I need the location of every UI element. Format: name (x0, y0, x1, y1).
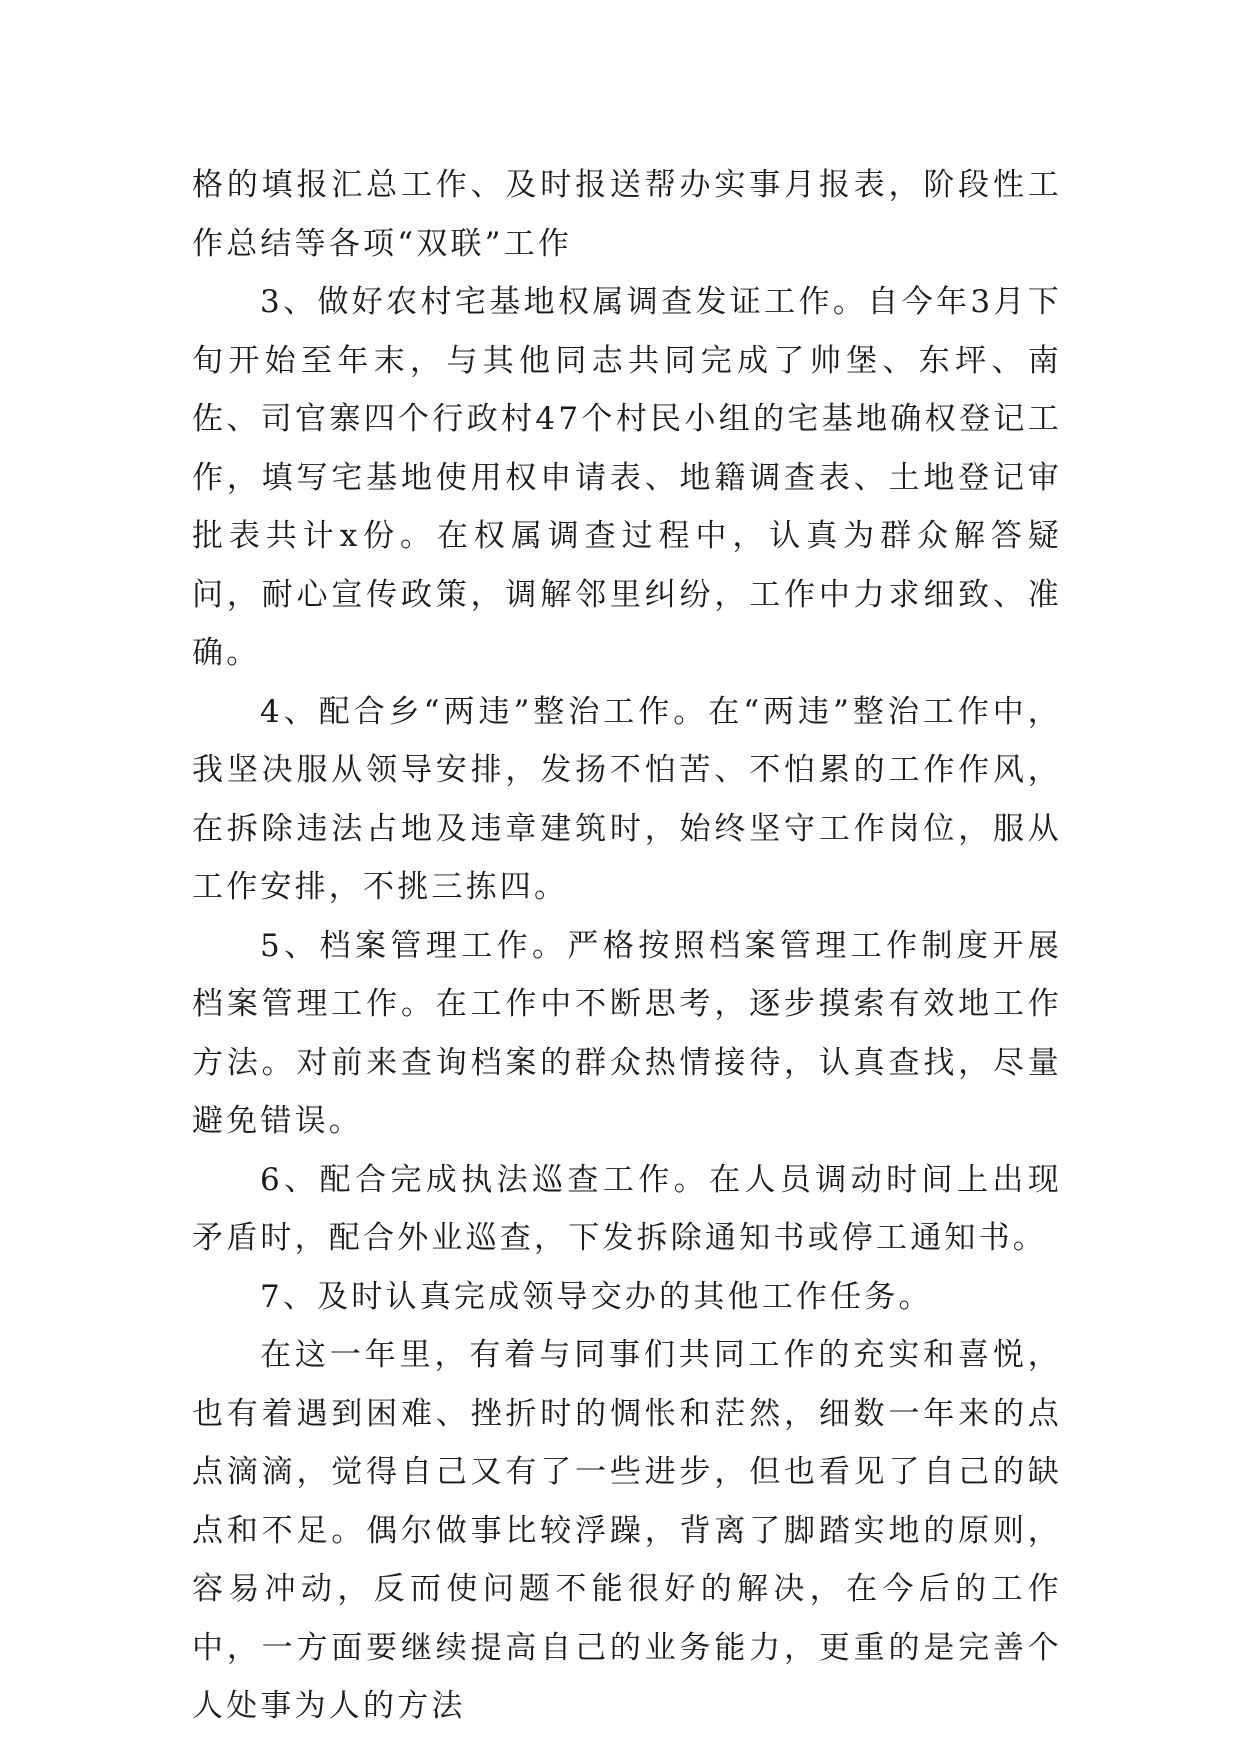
paragraph-item-6: 6、配合完成执法巡查工作。在人员调动时间上出现矛盾时，配合外业巡查，下发拆除通知书或停工通知书。 (192, 1161, 1062, 1256)
paragraph-reflection: 在这一年里，有着与同事们共同工作的充实和喜悦，也有着遇到困难、挫折时的惆怅和茫然，细数一年来的点点滴滴，觉得自己又有了一些进步，但也看见了自己的缺点和不足。偶尔做事比较浮躁，背离了脚踏实地的原则，容易冲动，反而使问题不能很好的解决，在今后的工作中，一方面要继续提高自己的业务能力，更重的是完善个人处事为人的方法 (192, 1337, 1062, 1724)
paragraph-item-3: 3、做好农村宅基地权属调查发证工作。自今年3月下旬开始至年末，与其他同志共同完成了帅堡、东坪、南佐、司官寨四个行政村47个村民小组的宅基地确权登记工作，填写宅基地使用权申请表、地籍调查表、土地登记审批表共计x份。在权属调查过程中，认真为群众解答疑问，耐心宣传政策，调解邻里纠纷，工作中力求细致、准确。 (192, 284, 1062, 671)
paragraph-item-7: 7、及时认真完成领导交办的其他工作任务。 (260, 1278, 933, 1315)
paragraph-item-4: 4、配合乡“两违”整治工作。在“两违”整治工作中，我坚决服从领导安排，发扬不怕苦、不怕累的工作作风，在拆除违法占地及违章建筑时，始终坚守工作岗位，服从工作安排，不挑三拣四。 (192, 693, 1062, 905)
paragraph-continuation: 格的填报汇总工作、及时报送帮办实事月报表，阶段性工作总结等各项“双联”工作 (192, 167, 1062, 262)
document-body (192, 156, 1062, 1736)
paragraph-item-5: 5、档案管理工作。严格按照档案管理工作制度开展档案管理工作。在工作中不断思考，逐步摸索有效地工作方法。对前来查询档案的群众热情接待，认真查找，尽量避免错误。 (192, 927, 1062, 1139)
